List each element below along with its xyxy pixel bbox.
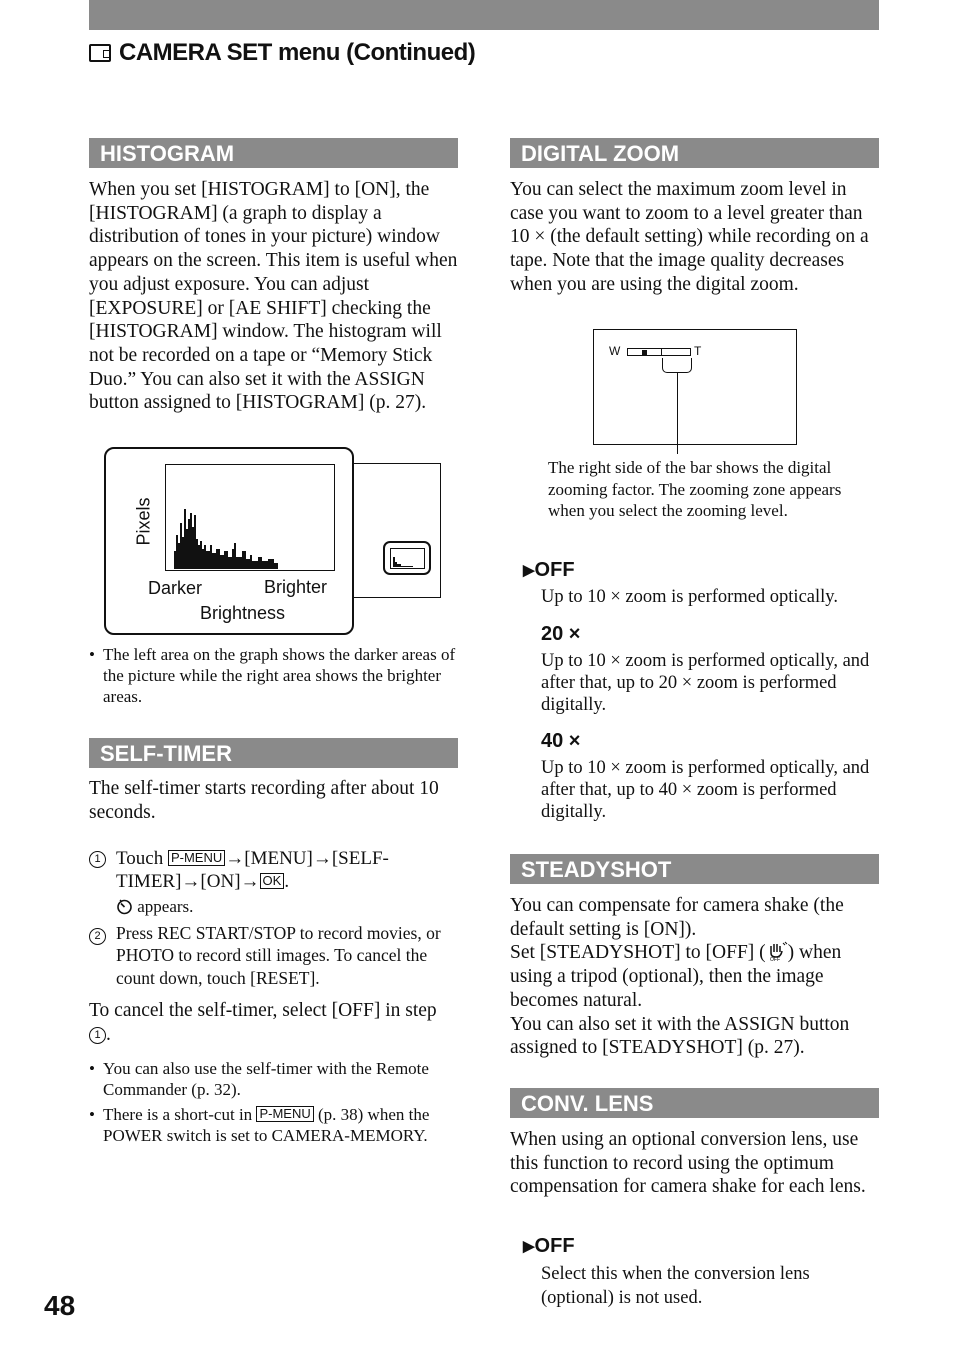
default-marker-icon: ▶ <box>523 1238 535 1255</box>
zoom-leader-line <box>677 372 678 454</box>
histogram-y-label: Pixels <box>133 497 154 546</box>
steadyshot-heading: STEADYSHOT <box>510 854 879 884</box>
histogram-left-label: Darker <box>148 578 203 598</box>
step-1-appears: appears. <box>137 897 194 916</box>
conv-lens-heading: CONV. LENS <box>510 1088 879 1118</box>
histogram-note: • The left area on the graph shows the darker areas of the picture while the right area shows the brighter areas. <box>89 644 457 708</box>
zoom-zone-bracket <box>662 358 692 373</box>
step-2-number: 2 <box>89 928 106 945</box>
ok-button-label: OK <box>260 873 285 889</box>
zoom-figure <box>593 329 797 445</box>
self-timer-body: The self-timer starts recording after about 10 seconds. <box>89 778 439 823</box>
step-2-text: Press REC START/STOP to record movies, or PHOTO to record still images. To cancel the count down, touch [RESET]. <box>116 923 441 988</box>
page-title: CAMERA SET menu (Continued) <box>119 39 476 66</box>
p-menu-button-label-2: P-MENU <box>256 1106 313 1122</box>
steadyshot-body-3: You can also set it with the ASSIGN button assigned to [STEADYSHOT] (p. 27). <box>510 1013 850 1059</box>
zoom-bar-indicator <box>642 350 647 355</box>
steadyshot-body-2: Set [STEADYSHOT] to [OFF] ( OFF ) when using a tripod (optional), then the image becomes natural. <box>510 942 842 1011</box>
camera-icon <box>89 44 111 62</box>
zoom-w-label: W <box>609 344 621 358</box>
self-timer-step-2 <box>89 922 461 989</box>
self-timer-note-1: • You can also use the self-timer with the Remote Commander (p. 32). <box>89 1058 459 1100</box>
note-2-text-a: There is a short-cut in <box>103 1105 253 1124</box>
zoom-option-off-label: ▶OFF <box>523 559 575 581</box>
self-timer-heading: SELF-TIMER <box>89 738 458 768</box>
histogram-heading: HISTOGRAM <box>89 138 458 168</box>
top-bar <box>89 0 879 30</box>
steadyshot-body-1: You can compensate for camera shake (the default setting is [ON]). <box>510 895 844 940</box>
cancel-end: . <box>106 1023 111 1045</box>
zoom-option-40-label: 40 × <box>541 730 581 752</box>
steadyshot-body <box>510 894 882 1060</box>
histogram-callout <box>104 447 354 635</box>
self-timer-note-2 <box>89 1104 459 1146</box>
histogram-body: When you set [HISTOGRAM] to [ON], the [HISTOGRAM] (a graph to display a distribution of tones in your picture) window appears on the screen. This item is useful when you adjust exposure. You can adjust [EXPOSURE] or [AE SHIFT] checking the [HISTOGRAM] window. The histogram will not be recorded on a tape or “Memory Stick Duo.” You can also set it with the ASSIGN button assigned to [HISTOGRAM] (p. 27). <box>89 179 458 414</box>
conv-lens-option-off-desc: Select this when the conversion lens (optional) is not used. <box>541 1264 810 1308</box>
conv-lens-option-off-label: ▶OFF <box>523 1235 575 1257</box>
screen-frame <box>352 463 441 598</box>
zoom-bar <box>627 348 691 356</box>
histogram-bars <box>166 465 334 570</box>
digital-zoom-body: You can select the maximum zoom level in case you want to zoom to a level greater than 10 × (the default setting) while recording on a tape. Note that the image quality decreases when you are using the digital zoom. <box>510 179 869 295</box>
zoom-option-20-desc: Up to 10 × zoom is performed optically, and after that, up to 20 × zoom is performed digitally. <box>541 651 870 715</box>
step-1-number: 1 <box>89 851 106 868</box>
self-timer-step-1 <box>89 847 459 918</box>
histogram-x-label: Brightness <box>200 603 286 623</box>
zoom-option-off-desc: Up to 10 × zoom is performed optically. <box>541 587 838 607</box>
svg-text:OFF: OFF <box>769 957 780 962</box>
conv-lens-body: When using an optional conversion lens, use this function to record using the optimum compensation for camera shake for each lens. <box>510 1129 866 1198</box>
default-marker-icon: ▶ <box>523 562 535 579</box>
page-number: 48 <box>44 1290 76 1321</box>
self-timer-icon <box>116 898 133 915</box>
zoom-caption: The right side of the bar shows the digital zooming factor. The zooming zone appears when you select the zooming level. <box>548 458 842 520</box>
zoom-option-40-desc: Up to 10 × zoom is performed optically, and after that, up to 40 × zoom is performed digitally. <box>541 758 870 822</box>
zoom-t-label: T <box>694 344 702 358</box>
p-menu-button-label: P-MENU <box>168 850 225 866</box>
zoom-option-20-label: 20 × <box>541 623 581 645</box>
histogram-right-label: Brighter <box>264 577 328 597</box>
cancel-text: To cancel the self-timer, select [OFF] in step <box>89 1000 437 1021</box>
note-2-text-b: (p. 38) when the POWER switch is set to CAMERA-MEMORY. <box>103 1105 430 1146</box>
step-1-text-a: Touch <box>116 848 164 869</box>
histogram-figure <box>104 447 444 637</box>
cancel-step-number: 1 <box>89 1027 106 1044</box>
step-1-text-c: . <box>284 871 290 892</box>
self-timer-cancel <box>89 999 449 1046</box>
digital-zoom-heading: DIGITAL ZOOM <box>510 138 879 168</box>
step-1-text-b: →[MENU]→[SELF-TIMER]→[ON]→ <box>116 848 389 892</box>
histogram-thumbnail-icon <box>383 541 431 575</box>
page-header <box>89 36 475 70</box>
steadyshot-off-icon <box>766 941 788 961</box>
histogram-graph <box>165 464 335 571</box>
